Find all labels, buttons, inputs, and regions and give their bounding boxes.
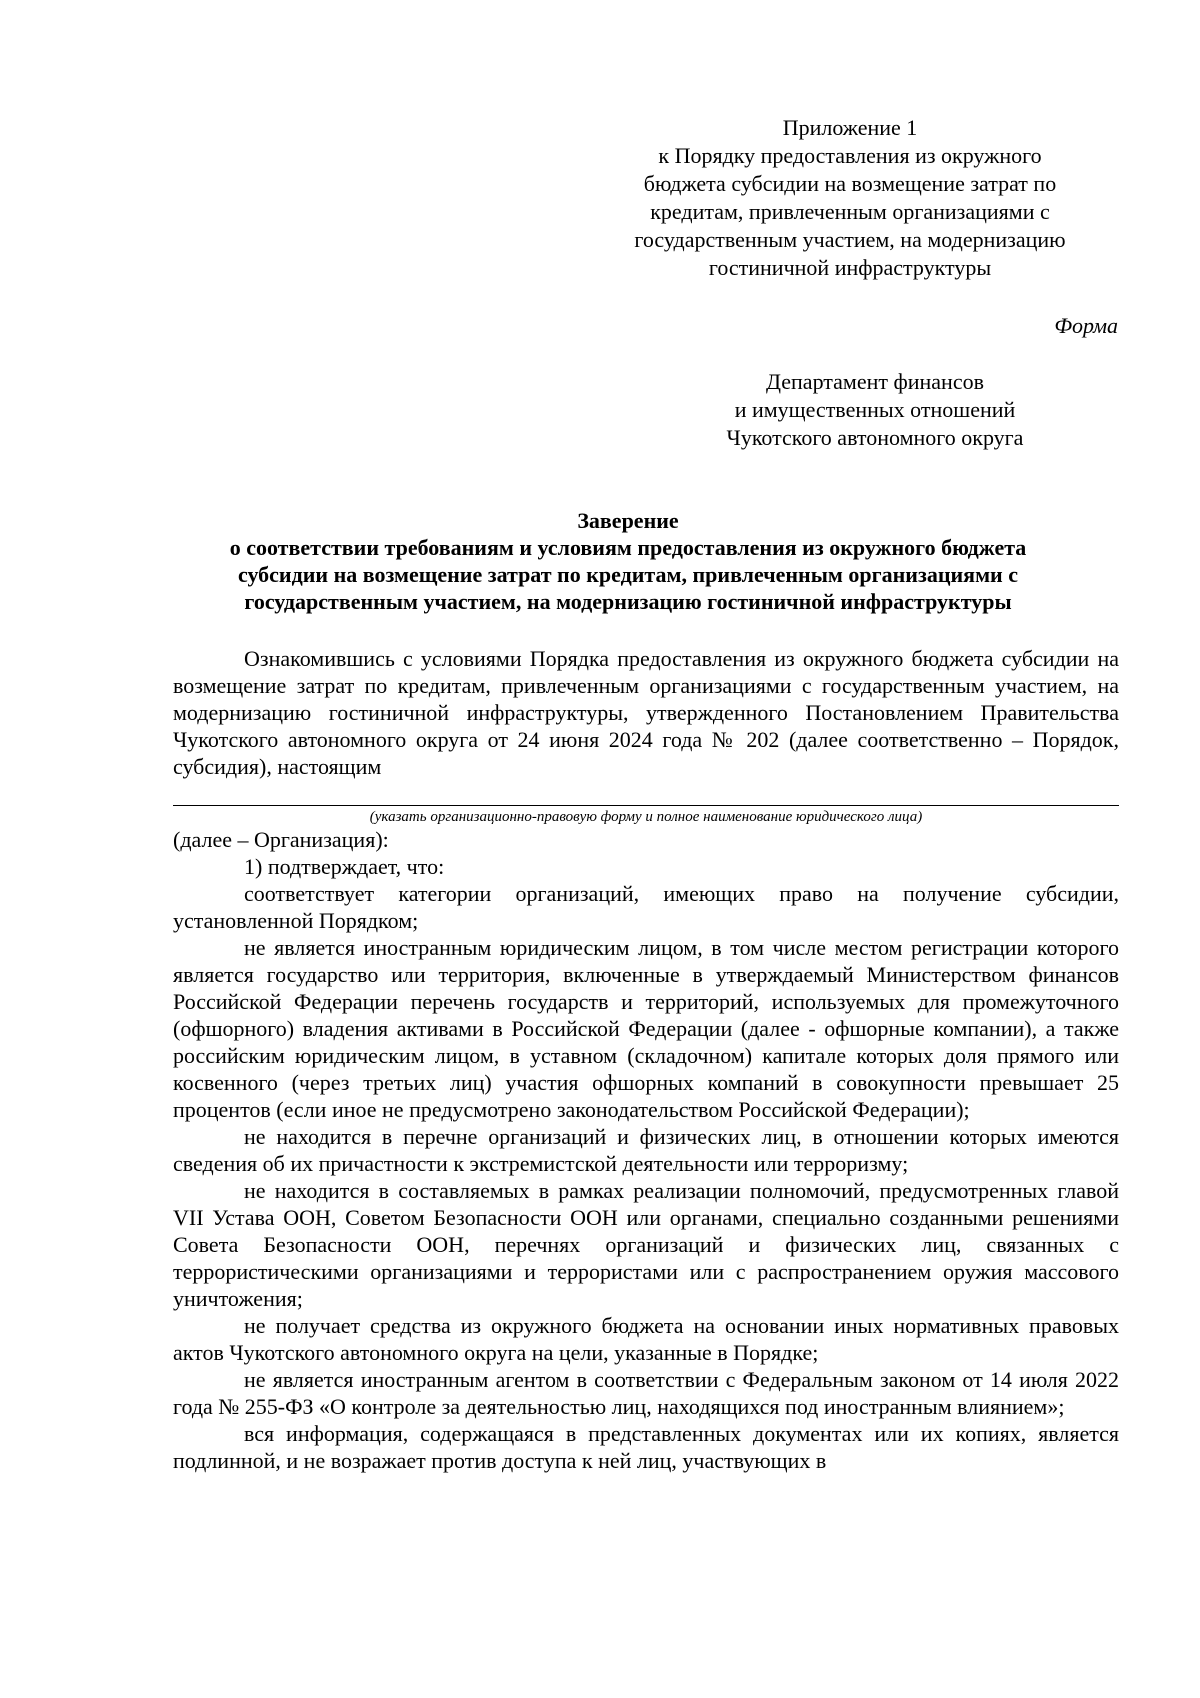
appendix-line: бюджета субсидии на возмещение затрат по	[643, 171, 1057, 196]
confirmation-item: не находится в составляемых в рамках реализации полномочий, предусмотренных главой VII Устава ООН, Советом Безопасности ООН или органами, специально созданными решениями Совета Безопасности ООН, перечнях организаций и физических лиц, связанных с террористическими организациями и террористами или с распространением оружия массового уничтожения;	[173, 1178, 1119, 1311]
document-title	[160, 507, 1096, 615]
blank-caption: (указать организационно-правовую форму и полное наименование юридического лица)	[369, 809, 923, 825]
title-line: субсидии на возмещение затрат по кредитам, привлеченным организациями с	[237, 562, 1018, 587]
confirms-heading: 1) подтверждает, что:	[244, 854, 445, 879]
confirmation-item: не получает средства из окружного бюджета на основании иных нормативных правовых актов Чукотского автономного округа на цели, указанные в Порядке;	[173, 1313, 1119, 1365]
appendix-line: Приложение 1	[782, 115, 918, 140]
addressee-block	[690, 368, 1060, 452]
title-line: о соответствии требованиям и условиям предоставления из окружного бюджета	[229, 535, 1027, 560]
addressee-line: Департамент финансов	[765, 369, 984, 394]
addressee-line: Чукотского автономного округа	[726, 425, 1024, 450]
title-line: государственным участием, на модернизацию гостиничной инфраструктуры	[244, 589, 1012, 614]
intro-paragraph: Ознакомившись с условиями Порядка предоставления из окружного бюджета субсидии на возмещение затрат по кредитам, привлеченным организациями с государственным участием, на модернизацию гостиничной инфраструктуры, утвержденного Постановлением Правительства Чукотского автономного округа от 24 июня 2024 года № 202 (далее соответственно – Порядок, субсидия), настоящим	[173, 646, 1119, 779]
confirmation-item: не находится в перечне организаций и физических лиц, в отношении которых имеются сведения об их причастности к экстремистской деятельности или терроризму;	[173, 1124, 1119, 1176]
form-label: Форма	[1054, 313, 1118, 338]
appendix-line: кредитам, привлеченным организациями с	[650, 199, 1050, 224]
confirmation-item: вся информация, содержащаяся в представленных документах или их копиях, является подлинной, и не возражает против доступа к ней лиц, участвующих в	[173, 1421, 1119, 1473]
confirmation-item: не является иностранным агентом в соответствии с Федеральным законом от 14 июля 2022 года № 255-ФЗ «О контроле за деятельностью лиц, находящихся под иностранным влиянием»;	[173, 1367, 1119, 1419]
document-body	[173, 645, 1119, 1474]
organization-label: (далее – Организация):	[173, 827, 389, 852]
confirmation-item: соответствует категории организаций, имеющих право на получение субсидии, установленной Порядком;	[173, 881, 1119, 933]
title-line: Заверение	[577, 508, 679, 533]
addressee-line: и имущественных отношений	[734, 397, 1016, 422]
appendix-line: государственным участием, на модернизацию	[634, 227, 1066, 252]
appendix-line: к Порядку предоставления из окружного	[658, 143, 1042, 168]
appendix-header	[600, 114, 1100, 282]
organization-name-blank-line	[173, 804, 1119, 806]
appendix-line: гостиничной инфраструктуры	[708, 255, 992, 280]
confirmation-item: не является иностранным юридическим лицом, в том числе местом регистрации которого является государство или территория, включенные в утверждаемый Министерством финансов Российской Федерации перечень государств и территорий, используемых для промежуточного (офшорного) владения активами в Российской Федерации (далее - офшорные компании), а также российским юридическим лицом, в уставном (складочном) капитале которых доля прямого или косвенного (через третьих лиц) участия офшорных компаний в совокупности превышает 25 процентов (если иное не предусмотрено законодательством Российской Федерации);	[173, 935, 1119, 1122]
